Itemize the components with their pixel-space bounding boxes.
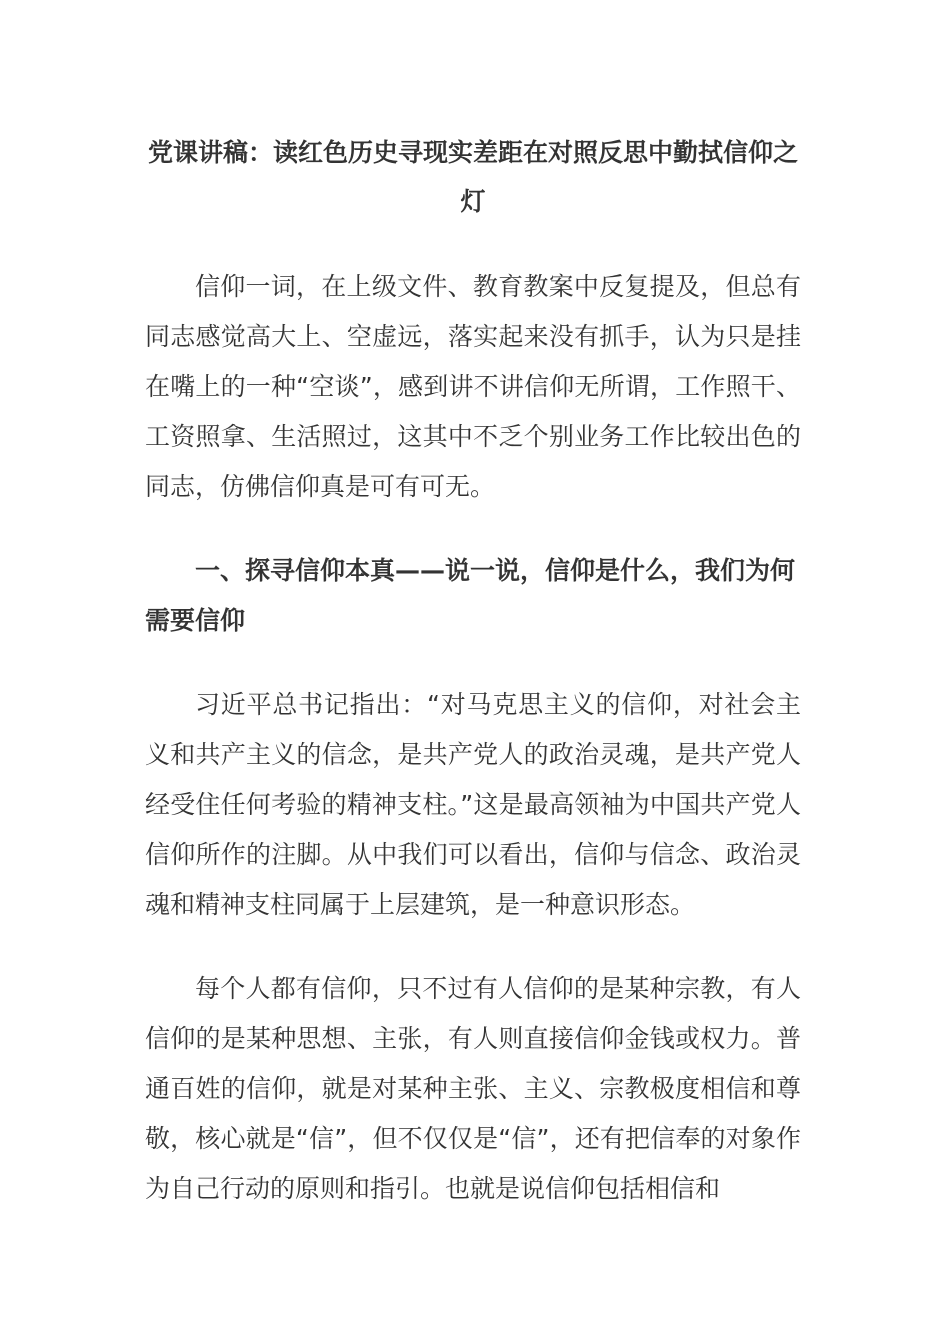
intro-paragraph: 信仰一词，在上级文件、教育教案中反复提及，但总有同志感觉高大上、空虚远，落实起来没有抓手，认为只是挂在嘴上的一种“空谈”，感到讲不讲信仰无所谓，工作照干、工资照拿、生活照过，这其中不乏个别业务工作比较出色的同志，仿佛信仰真是可有可无。 <box>145 272 801 501</box>
document-title: 党课讲稿：读红色历史寻现实差距在对照反思中勤拭信仰之灯 <box>147 138 798 216</box>
body-paragraph: 每个人都有信仰，只不过有人信仰的是某种宗教，有人信仰的是某种思想、主张，有人则直接信仰金钱或权力。普通百姓的信仰，就是对某种主张、主义、宗教极度相信和尊敬，核心就是“信”，但不仅仅是“信”，还有把信奉的对象作为自己行动的原则和指引。也就是说信仰包括相信和 <box>145 974 801 1203</box>
body-paragraph: 习近平总书记指出：“对马克思主义的信仰，对社会主义和共产主义的信念，是共产党人的政治灵魂，是共产党人经受住任何考验的精神支柱。”这是最高领袖为中国共产党人信仰所作的注脚。从中我们可以看出，信仰与信念、政治灵魂和精神支柱同属于上层建筑，是一种意识形态。 <box>145 690 801 919</box>
document-page <box>145 128 801 1248</box>
section-heading: 一、探寻信仰本真——说一说，信仰是什么，我们为何需要信仰 <box>145 556 796 635</box>
